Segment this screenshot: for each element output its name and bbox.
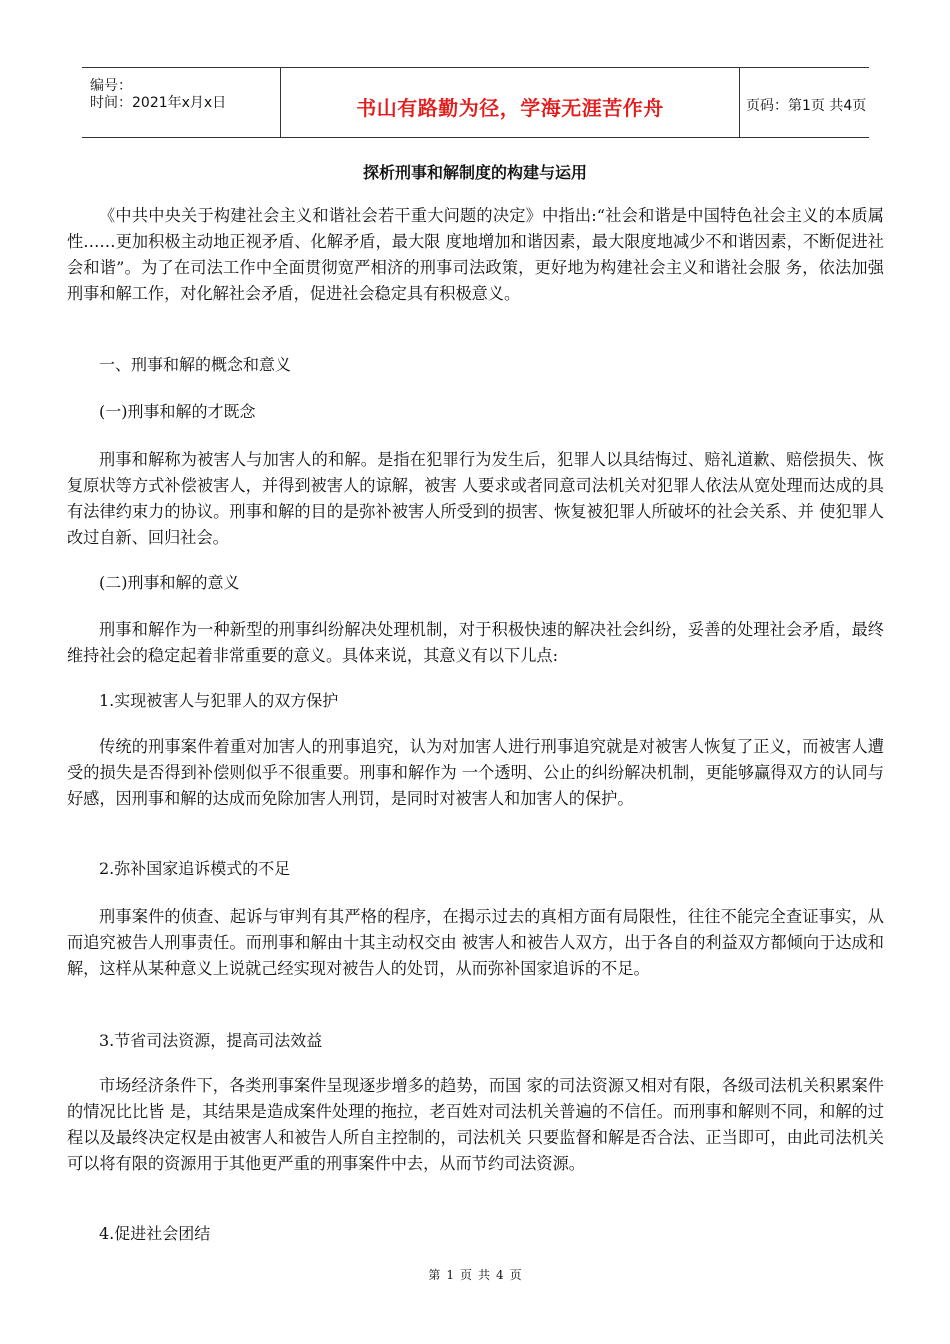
section-heading-1: 一、刑事和解的概念和意义	[99, 355, 292, 374]
footer-page-number: 1	[446, 1268, 454, 1282]
footer-ye: 页	[459, 1268, 472, 1282]
document-number-label: 编号：	[90, 78, 132, 94]
subsection-heading-1: (一)刑事和解的才既念	[99, 402, 256, 421]
paragraph-point-2: 刑事案件的侦查、起诉与审判有其严格的程序，在揭示过去的真相方面有局限性，往往不能完全查证事实，从而追究被告人刑事责任。而刑事和解由十其主动权交由 被害人和被告人双方，出于各自的利益双方都倾向于达成和解，这样从某种意义上说就己经实现对被告人的处罚，从而弥补国家追诉的不足。	[67, 907, 884, 978]
point-heading-1: 1.实现被害人与犯罪人的双方保护	[99, 691, 339, 710]
footer-total-pages: 4	[496, 1268, 504, 1282]
point-heading-4: 4.促进社会团结	[99, 1224, 211, 1243]
header-meta	[82, 68, 280, 137]
header-page-info: 页码：第1页 共4页	[746, 98, 867, 114]
header-motto-cell	[280, 68, 740, 137]
document-header	[82, 67, 869, 138]
paragraph-point-1: 传统的刑事案件着重对加害人的刑事追究，认为对加害人进行刑事追究就是对被害人恢复了正义，而被害人遭受的损失是否得到补偿则似乎不很重要。刑事和解作为 一个透明、公止的纠纷解决机制，更能够赢得双方的认同与好感，因刑事和解的达成而免除加害人刑罚，是同时对被害人和加害人的保护。	[67, 737, 884, 808]
paragraph-point-3: 市场经济条件下，各类刑事案件呈现逐步增多的趋势，而国 家的司法资源又相对有限，各级司法机关积累案件的情况比比皆 是，其结果是造成案件处理的拖拉，老百姓对司法机关普遍的不信任。而刑事和解则不同，和解的过程以及最终决定权是由被害人和被告人所自主控制的，司法机关 只要监督和解是否合法、正当即可，由此司法机关可以将有限的资源用于其他更严重的刑事案件中去，从而节约司法资源。	[67, 1076, 884, 1173]
footer-gong: 共	[478, 1268, 491, 1282]
paragraph-intro: 《中共中央关于构建社会主义和谐社会若干重大问题的决定》中指出:“社会和谐是中国特色社会主义的本质属性……更加积极主动地正视矛盾、化解矛盾，最大限 度地增加和谐因素，最大限度地减少不和谐因素，不断促进社会和谐”。为了在司法工作中全面贯彻宽严相济的刑事司法政策，更好地为构建社会主义和谐社会服 务，依法加强刑事和解工作，对化解社会矛盾，促进社会稳定具有积极意义。	[67, 206, 884, 303]
header-motto: 书山有路勤为径，学海无涯苦作舟	[356, 96, 664, 120]
point-heading-3: 3.节省司法资源，提高司法效益	[99, 1031, 323, 1050]
subsection-heading-2: (二)刑事和解的意义	[99, 573, 240, 592]
paragraph-significance: 刑事和解作为一种新型的刑事纠纷解决处理机制，对于积极快速的解决社会纠纷，妥善的处理社会矛盾，最终维持社会的稳定起着非常重要的意义。具体来说，其意义有以下儿点:	[67, 620, 884, 665]
paragraph-concept: 刑事和解称为被害人与加害人的和解。是指在犯罪行为发生后，犯罪人以具结悔过、赔礼道歉、赔偿损失、恢复原状等方式补偿被害人，并得到被害人的谅解，被害 人要求或者同意司法机关对犯罪人依法从宽处理而达成的具有法律约束力的协议。刑事和解的目的是弥补被害人所受到的损害、恢复被犯罪人所破坏的社会关系、并 使犯罪人改过自新、回归社会。	[67, 450, 884, 547]
document-title: 探析刑事和解制度的构建与运用	[362, 163, 587, 182]
point-heading-2: 2.弥补国家追诉模式的不足	[99, 859, 291, 878]
header-page-cell	[738, 68, 869, 137]
page-footer	[0, 1266, 950, 1283]
footer-ye-2: 页	[509, 1268, 522, 1282]
footer-di: 第	[428, 1268, 441, 1282]
document-time-label: 时间：2021年x月x日	[90, 95, 227, 111]
